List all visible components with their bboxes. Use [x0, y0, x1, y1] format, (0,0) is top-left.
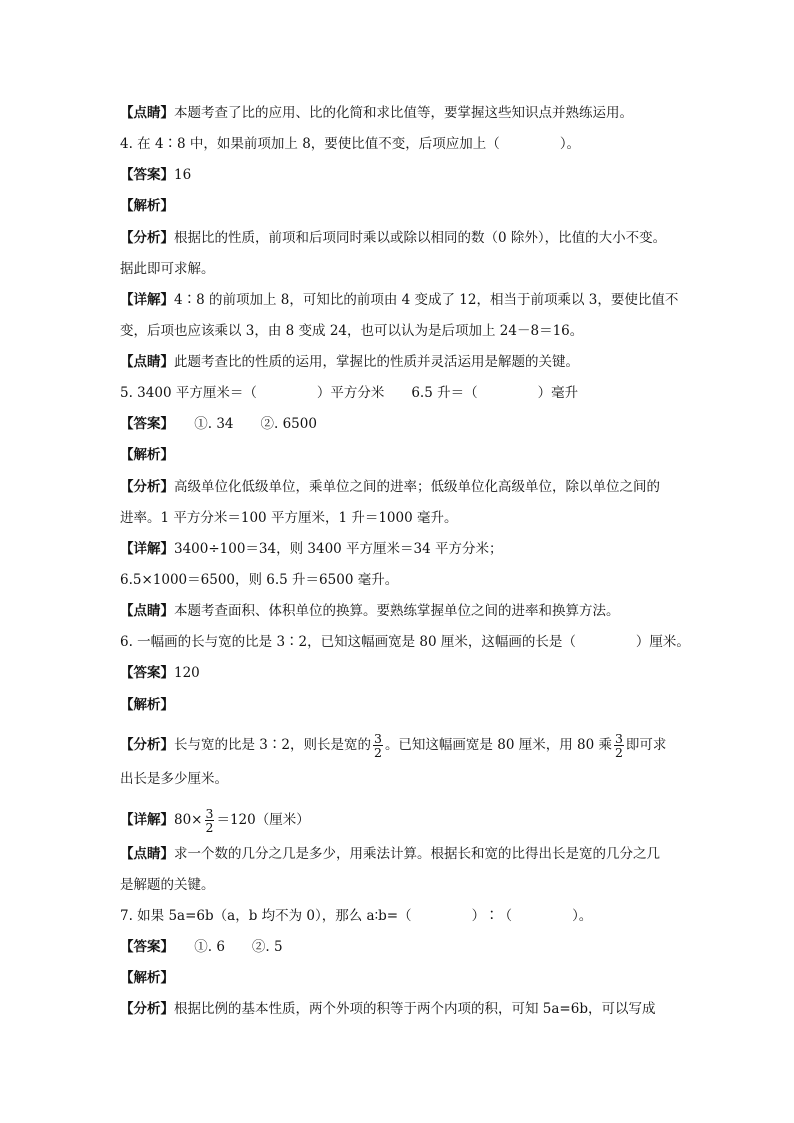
text-line: 进率。1 平方分米＝100 平方厘米，1 升＝1000 毫升。 [120, 510, 458, 526]
question-6: 6. 一幅画的长与宽的比是 3∶2，已知这幅画宽是 80 厘米，这幅画的长是（ ）厘米。 [120, 634, 690, 650]
answer-line: 【答案】16 [120, 167, 192, 183]
text-line: 6.5×1000＝6500，则 6.5 升＝6500 毫升。 [120, 572, 399, 588]
fraction: $\frac{3}{2}$ [614, 731, 623, 760]
text-line: 【分析】高级单位化低级单位，乘单位之间的进率；低级单位化高级单位，除以单位之间的 [120, 479, 660, 495]
question-4: 4. 在 4∶8 中，如果前项加上 8，要使比值不变，后项应加上（ ）。 [120, 136, 581, 152]
text-line: 出长是多少厘米。 [120, 771, 228, 787]
text-line: 【点睛】求一个数的几分之几是多少，用乘法计算。根据长和宽的比得出长是宽的几分之几 [120, 846, 660, 862]
text-line: 是解题的关键。 [120, 877, 215, 893]
text-line: 【详解】3400÷100＝34，则 3400 平方厘米＝34 平方分米； [120, 541, 503, 557]
fraction: $\frac{3}{2}$ [373, 731, 382, 760]
analysis-heading: 【解析】 [120, 697, 174, 713]
text-line: 【分析】长与宽的比是 3∶2，则长是宽的 $\frac{3}{2}$ 。已知这幅画宽是 80 厘米，用 80 乘 $\frac{3}{2}$ 即可求 [120, 731, 667, 760]
analysis-heading: 【解析】 [120, 198, 174, 214]
question-7: 7. 如果 5a=6b（a，b 均不为 0），那么 a∶b=（ ）∶（ ）。 [120, 908, 593, 924]
analysis-heading: 【解析】 [120, 970, 174, 986]
analysis-heading: 【解析】 [120, 447, 174, 463]
text-line: 【点睛】本题考查了比的应用、比的化简和求比值等，要掌握这些知识点并熟练运用。 [120, 105, 633, 121]
text-line: 【详解】4∶8 的前项加上 8，可知比的前项由 4 变成了 12，相当于前项乘以 3，要使比值不 [120, 292, 679, 308]
fraction: $\frac{3}{2}$ [205, 806, 214, 835]
text-line: 【点睛】本题考查面积、体积单位的换算。要熟练掌握单位之间的进率和换算方法。 [120, 603, 620, 619]
answer-line: 【答案】 ①. 34 ②. 6500 [120, 416, 317, 432]
answer-line: 【答案】120 [120, 665, 200, 681]
text-line: 变，后项也应该乘以 3，由 8 变成 24，也可以认为是后项加上 24－8＝16。 [120, 323, 584, 339]
text-line: 【点睛】此题考查比的性质的运用，掌握比的性质并灵活运用是解题的关键。 [120, 354, 579, 370]
text-line: 【详解】80× $\frac{3}{2}$ ＝120（厘米） [120, 806, 310, 835]
text-line: 【分析】根据比的性质，前项和后项同时乘以或除以相同的数（0 除外），比值的大小不变。 [120, 230, 667, 246]
text-line: 【分析】根据比例的基本性质，两个外项的积等于两个内项的积，可知 5a=6b，可以写成 [120, 1001, 656, 1017]
question-5: 5. 3400 平方厘米＝（ ）平方分米 6.5 升＝（ ）毫升 [120, 385, 579, 401]
answer-line: 【答案】 ①. 6 ②. 5 [120, 939, 283, 955]
text-line: 据此即可求解。 [120, 261, 215, 277]
